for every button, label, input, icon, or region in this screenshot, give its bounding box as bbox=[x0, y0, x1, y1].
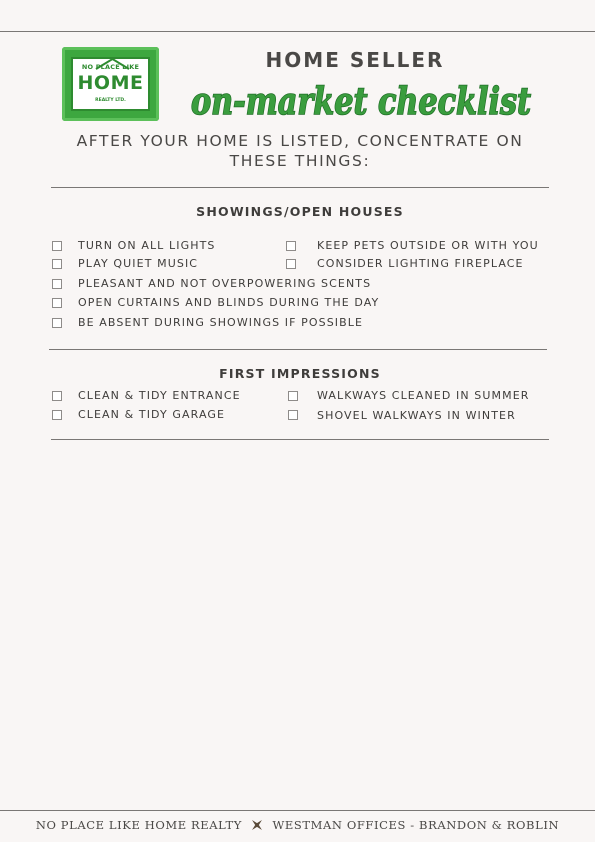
checklist-item: OPEN CURTAINS AND BLINDS DURING THE DAY bbox=[78, 296, 380, 309]
intro-line-2: THESE THINGS: bbox=[229, 152, 371, 170]
checklist-item: CONSIDER LIGHTING FIREPLACE bbox=[317, 257, 524, 270]
footer bbox=[0, 818, 595, 832]
intro-text bbox=[60, 131, 540, 171]
section-divider bbox=[51, 439, 549, 440]
checkbox[interactable] bbox=[52, 241, 62, 251]
checkbox[interactable] bbox=[52, 259, 62, 269]
checklist-item: CLEAN & TIDY GARAGE bbox=[78, 408, 226, 421]
checklist-item: PLEASANT AND NOT OVERPOWERING SCENTS bbox=[78, 277, 372, 290]
checklist-item: CLEAN & TIDY ENTRANCE bbox=[78, 389, 241, 402]
footer-company: NO PLACE LIKE HOME REALTY bbox=[35, 818, 242, 832]
script-title bbox=[186, 72, 536, 128]
checklist-item: WALKWAYS CLEANED IN SUMMER bbox=[317, 389, 530, 402]
page-title: HOME SELLER bbox=[265, 48, 445, 72]
checkbox[interactable] bbox=[286, 259, 296, 269]
checkbox[interactable] bbox=[286, 241, 296, 251]
section-divider bbox=[51, 187, 549, 188]
checklist-item: KEEP PETS OUTSIDE OR WITH YOU bbox=[317, 239, 539, 252]
sparkle-icon bbox=[250, 818, 264, 832]
footer-divider bbox=[0, 810, 595, 811]
section-title-showings: SHOWINGS/OPEN HOUSES bbox=[196, 204, 404, 219]
checkbox[interactable] bbox=[288, 410, 298, 420]
checklist-item: BE ABSENT DURING SHOWINGS IF POSSIBLE bbox=[78, 316, 364, 329]
checkbox[interactable] bbox=[52, 318, 62, 328]
checklist-item: SHOVEL WALKWAYS IN WINTER bbox=[317, 409, 516, 422]
footer-offices: WESTMAN OFFICES - BRANDON & ROBLIN bbox=[272, 818, 560, 832]
checkbox[interactable] bbox=[52, 391, 62, 401]
checkbox[interactable] bbox=[52, 298, 62, 308]
logo-line-1: NO PLACE LIKE bbox=[81, 63, 140, 71]
intro-line-1: AFTER YOUR HOME IS LISTED, CONCENTRATE ON bbox=[76, 132, 524, 150]
checklist-item: PLAY QUIET MUSIC bbox=[78, 257, 199, 270]
logo-line-3: REALTY LTD. bbox=[95, 98, 126, 103]
checklist-item: TURN ON ALL LIGHTS bbox=[78, 239, 216, 252]
company-logo bbox=[62, 47, 159, 121]
top-divider bbox=[0, 31, 595, 32]
script-title-text: on-market checklist bbox=[191, 79, 531, 123]
section-title-first-impressions: FIRST IMPRESSIONS bbox=[219, 366, 381, 381]
checkbox[interactable] bbox=[288, 391, 298, 401]
checkbox[interactable] bbox=[52, 279, 62, 289]
logo-panel bbox=[71, 57, 150, 111]
section-divider bbox=[49, 349, 547, 350]
logo-line-2: HOME bbox=[77, 72, 144, 94]
checkbox[interactable] bbox=[52, 410, 62, 420]
